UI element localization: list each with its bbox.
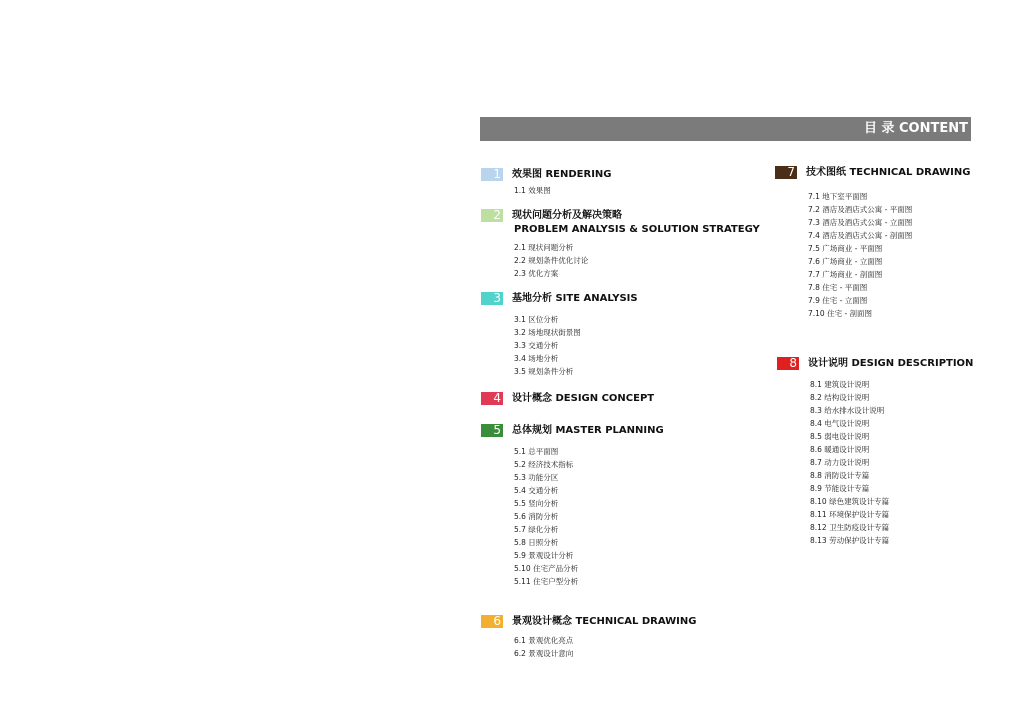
- list-item: 8.9 节能设计专篇: [810, 484, 870, 493]
- page-title: 目 录 CONTENT: [863, 121, 968, 136]
- header-bar: [480, 117, 971, 141]
- list-item: 3.1 区位分析: [514, 315, 559, 324]
- list-item: 3.5 规划条件分析: [514, 367, 574, 376]
- list-item: 8.3 给水排水设计说明: [810, 406, 885, 415]
- section-number-badge: 7: [775, 166, 797, 179]
- list-item: 1.1 效果图: [514, 186, 551, 195]
- section-number-badge: 3: [481, 292, 503, 305]
- list-item: 7.10 住宅 - 剖面图: [808, 309, 873, 318]
- section-title: 总体规划 MASTER PLANNING: [512, 425, 664, 436]
- section-title: 设计说明 DESIGN DESCRIPTION: [808, 358, 974, 369]
- list-item: 8.1 建筑设计说明: [810, 380, 870, 389]
- list-item: 5.5 竖向分析: [514, 499, 559, 508]
- list-item: 8.2 结构设计说明: [810, 393, 870, 402]
- list-item: 5.1 总平面图: [514, 447, 559, 456]
- list-item: 8.8 消防设计专篇: [810, 471, 870, 480]
- list-item: 7.8 住宅 - 平面图: [808, 283, 868, 292]
- list-item: 2.3 优化方案: [514, 269, 559, 278]
- list-item: 7.2 酒店及酒店式公寓 - 平面图: [808, 205, 913, 214]
- list-item: 7.3 酒店及酒店式公寓 - 立面图: [808, 218, 913, 227]
- list-item: 5.2 经济技术指标: [514, 460, 574, 469]
- section-number-badge: 8: [777, 357, 799, 370]
- list-item: 8.13 劳动保护设计专篇: [810, 536, 890, 545]
- section-title: 效果图 RENDERING: [512, 169, 612, 180]
- list-item: 6.1 景观优化亮点: [514, 636, 574, 645]
- list-item: 2.2 规划条件优化讨论: [514, 256, 589, 265]
- list-item: 3.3 交通分析: [514, 341, 559, 350]
- list-item: 6.2 景观设计意向: [514, 649, 574, 658]
- item-list: [514, 241, 588, 280]
- section-title: 基地分析 SITE ANALYSIS: [512, 293, 638, 304]
- list-item: 8.5 弱电设计说明: [810, 432, 870, 441]
- section-number-badge: 2: [481, 209, 503, 222]
- list-item: 8.6 暖通设计说明: [810, 445, 870, 454]
- list-item: 7.4 酒店及酒店式公寓 - 剖面图: [808, 231, 913, 240]
- list-item: 8.4 电气设计说明: [810, 419, 870, 428]
- list-item: 5.11 住宅户型分析: [514, 577, 579, 586]
- list-item: 5.3 功能分区: [514, 473, 559, 482]
- item-list: [514, 313, 581, 378]
- item-list: [514, 184, 551, 197]
- list-item: 7.1 地下室平面图: [808, 192, 868, 201]
- section-title: 技术图纸 TECHNICAL DRAWING: [806, 167, 971, 178]
- item-list: [514, 634, 573, 660]
- section-number-badge: 4: [481, 392, 503, 405]
- list-item: 5.9 景观设计分析: [514, 551, 574, 560]
- list-item: 7.6 广场商业 - 立面图: [808, 257, 883, 266]
- list-item: 5.8 日照分析: [514, 538, 559, 547]
- list-item: 7.5 广场商业 - 平面图: [808, 244, 883, 253]
- section-number-badge: 1: [481, 168, 503, 181]
- list-item: 3.2 场地现状街景图: [514, 328, 581, 337]
- list-item: 8.7 动力设计说明: [810, 458, 870, 467]
- item-list: [810, 378, 889, 547]
- list-item: 5.7 绿化分析: [514, 525, 559, 534]
- list-item: 5.6 消防分析: [514, 512, 559, 521]
- list-item: 2.1 现状问题分析: [514, 243, 574, 252]
- section-number-badge: 6: [481, 615, 503, 628]
- list-item: 5.4 交通分析: [514, 486, 559, 495]
- list-item: 8.11 环境保护设计专篇: [810, 510, 890, 519]
- list-item: 8.12 卫生防疫设计专篇: [810, 523, 890, 532]
- list-item: 7.9 住宅 - 立面图: [808, 296, 868, 305]
- section-title: 景观设计概念 TECHNICAL DRAWING: [512, 616, 697, 627]
- section-subtitle: PROBLEM ANALYSIS & SOLUTION STRATEGY: [514, 224, 760, 235]
- item-list: [514, 445, 578, 588]
- list-item: 5.10 住宅产品分析: [514, 564, 579, 573]
- list-item: 3.4 场地分析: [514, 354, 559, 363]
- section-title: 设计概念 DESIGN CONCEPT: [512, 393, 655, 404]
- list-item: 8.10 绿色建筑设计专篇: [810, 497, 890, 506]
- section-number-badge: 5: [481, 424, 503, 437]
- section-title: 现状问题分析及解决策略: [512, 210, 622, 221]
- list-item: 7.7 广场商业 - 剖面图: [808, 270, 883, 279]
- item-list: [808, 190, 912, 320]
